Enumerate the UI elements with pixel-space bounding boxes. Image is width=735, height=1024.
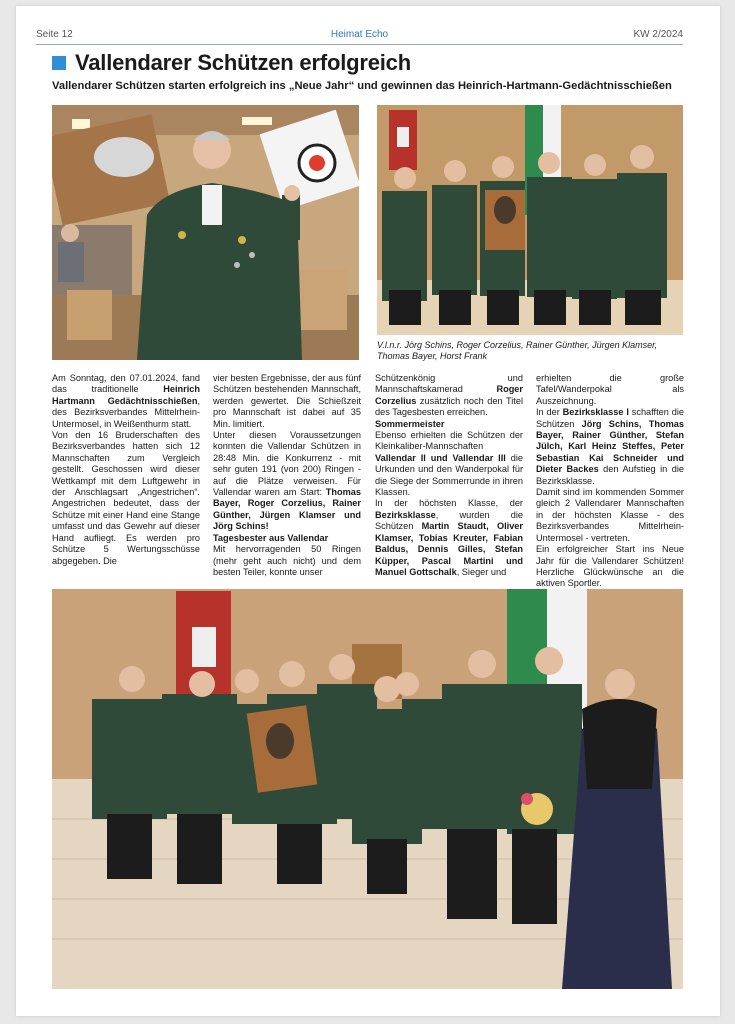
article-column-2	[213, 373, 361, 578]
bold-text: Bezirksklasse I	[562, 407, 629, 418]
article-column-3	[375, 373, 523, 578]
text: Ebenso erhielten die Schützen der Kleinkaliber-Mannschaften	[375, 430, 523, 452]
paragraph	[213, 430, 361, 533]
article-column-1	[52, 373, 200, 567]
bold-text: Bezirksklasse	[375, 509, 436, 520]
bold-text: Martin Staudt, Oliver Klamser, Tobias Kreuter, Fabian Baldus, Dennis Gilles, Stefan Küpper, Pascal Martini und Manuel Gottschalk	[375, 521, 523, 577]
subheadline: Vallendarer Schützen starten erfolgreich ins „Neue Jahr“ und gewinnen das Heinrich-Hartmann-Gedächtnisschießen	[52, 80, 672, 92]
text: Unter diesen Voraussetzungen konnten die Vallendar Schützen in 28:48 Min. die Konkurrenz - mit sehr guten 191 (von 200) Ringen - auf die Plätze verweisen. Für Vallendar waren am Start:	[213, 430, 361, 498]
paragraph	[375, 498, 523, 578]
text: zusätzlich noch den Titel des Tagesbesten erreichen.	[375, 395, 523, 418]
bold-text: Roger Corzelius	[375, 384, 523, 406]
photo-caption: V.l.n.r. Jörg Schins, Roger Corzelius, Rainer Günther, Jürgen Klamser, Thomas Bayer, Horst Frank	[377, 340, 658, 361]
article-body	[52, 373, 685, 589]
article-column-4	[536, 373, 684, 590]
photo-group-celebration	[52, 589, 683, 989]
text: den Aufstieg in die Bezirksklasse.	[536, 464, 685, 486]
paragraph: Mit hervorragenden 50 Ringen (mehr geht auch nicht) und dem besten Teiler, konnte unser	[213, 544, 361, 577]
text: Schützenkönig und Mannschaftskamerad	[375, 373, 523, 395]
text: , wurden die Schützen	[375, 509, 523, 532]
page-header	[36, 25, 683, 45]
issue-label: KW 2/2024	[633, 29, 683, 40]
bold-text: Thomas Bayer, Roger Corzelius, Rainer Günther, Jürgen Klamser und Jörg Schins!	[213, 487, 361, 532]
photo-team-with-plaque	[377, 105, 683, 335]
paragraph: vier besten Ergebnisse, der aus fünf Schützen bestehenden Mannschaft, werden gewertet. Die Schießzeit pro Mannschaft ist dabei auf 35 Min. limitiert.	[213, 373, 361, 429]
headline-marker	[52, 56, 66, 70]
photo-shooter-with-trophies	[52, 105, 359, 360]
paragraph	[375, 373, 523, 419]
text: die Urkunden und den Wanderpokal für die Siege der Sommerrunde in ihren Klassen.	[375, 452, 523, 498]
text: In der höchsten Klasse, der	[375, 498, 523, 509]
text: schafften die Schützen	[536, 407, 684, 429]
paragraph: Von den 16 Bruderschaften des Bezirksverbandes hatten sich 12 Mannschaften zum Vergleich gestellt. Geschossen wird dieser Wettkampf mit dem Luftgewehr in der Anschlagsart „Angestrichen“. Angestrichen bedeutet, dass der Schütze mit einer Hand eine Stange umfasst und das Gewehr auf dieser Hand aufliegt. Es werden pro Schütze 5 Wertungsschüsse abgegeben. Die	[52, 430, 200, 566]
paragraph	[536, 407, 684, 487]
bold-text: Vallendar II und Vallendar III	[375, 452, 506, 463]
text: Am Sonntag, den 07.01.2024, fand das traditionelle	[52, 373, 200, 395]
section-heading: Tagesbester aus Vallendar	[213, 532, 329, 543]
bold-text: Jörg Schins, Thomas Bayer, Rainer Günther, Stefan Jülch, Karl Heinz Steffes, Peter Sebastian Kai Schneider und Dieter Backes	[536, 418, 685, 475]
paragraph	[375, 430, 523, 498]
bold-text: Heinrich Hartmann Gedächtnisschießen	[52, 384, 200, 406]
paragraph: erhielten die große Tafel/Wanderpokal als Auszeichnung.	[536, 373, 684, 406]
headline: Vallendarer Schützen erfolgreich	[75, 50, 411, 75]
paragraph	[52, 373, 200, 430]
paragraph: Damit sind im kommenden Sommer gleich 2 Vallendarer Mannschaften in der höchsten Klasse - des Bezirksverbandes Mittelrhein-Untermosel - vertreten.	[536, 487, 684, 543]
paragraph: Ein erfolgreicher Start ins Neue Jahr für die Vallendarer Schützen! Herzliche Glückwünsche an die aktiven Sportler.	[536, 544, 684, 589]
text: , des Bezirksverbandes Mittelrhein-Untermosel, in Weißenthurm statt.	[52, 395, 200, 429]
headline-row	[52, 50, 411, 76]
text: , Sieger und	[456, 566, 507, 577]
section-heading: Sommermeister	[375, 418, 445, 429]
text: In der	[536, 407, 563, 418]
publication-name: Heimat Echo	[330, 29, 389, 40]
page-number: Seite 12	[36, 29, 73, 40]
